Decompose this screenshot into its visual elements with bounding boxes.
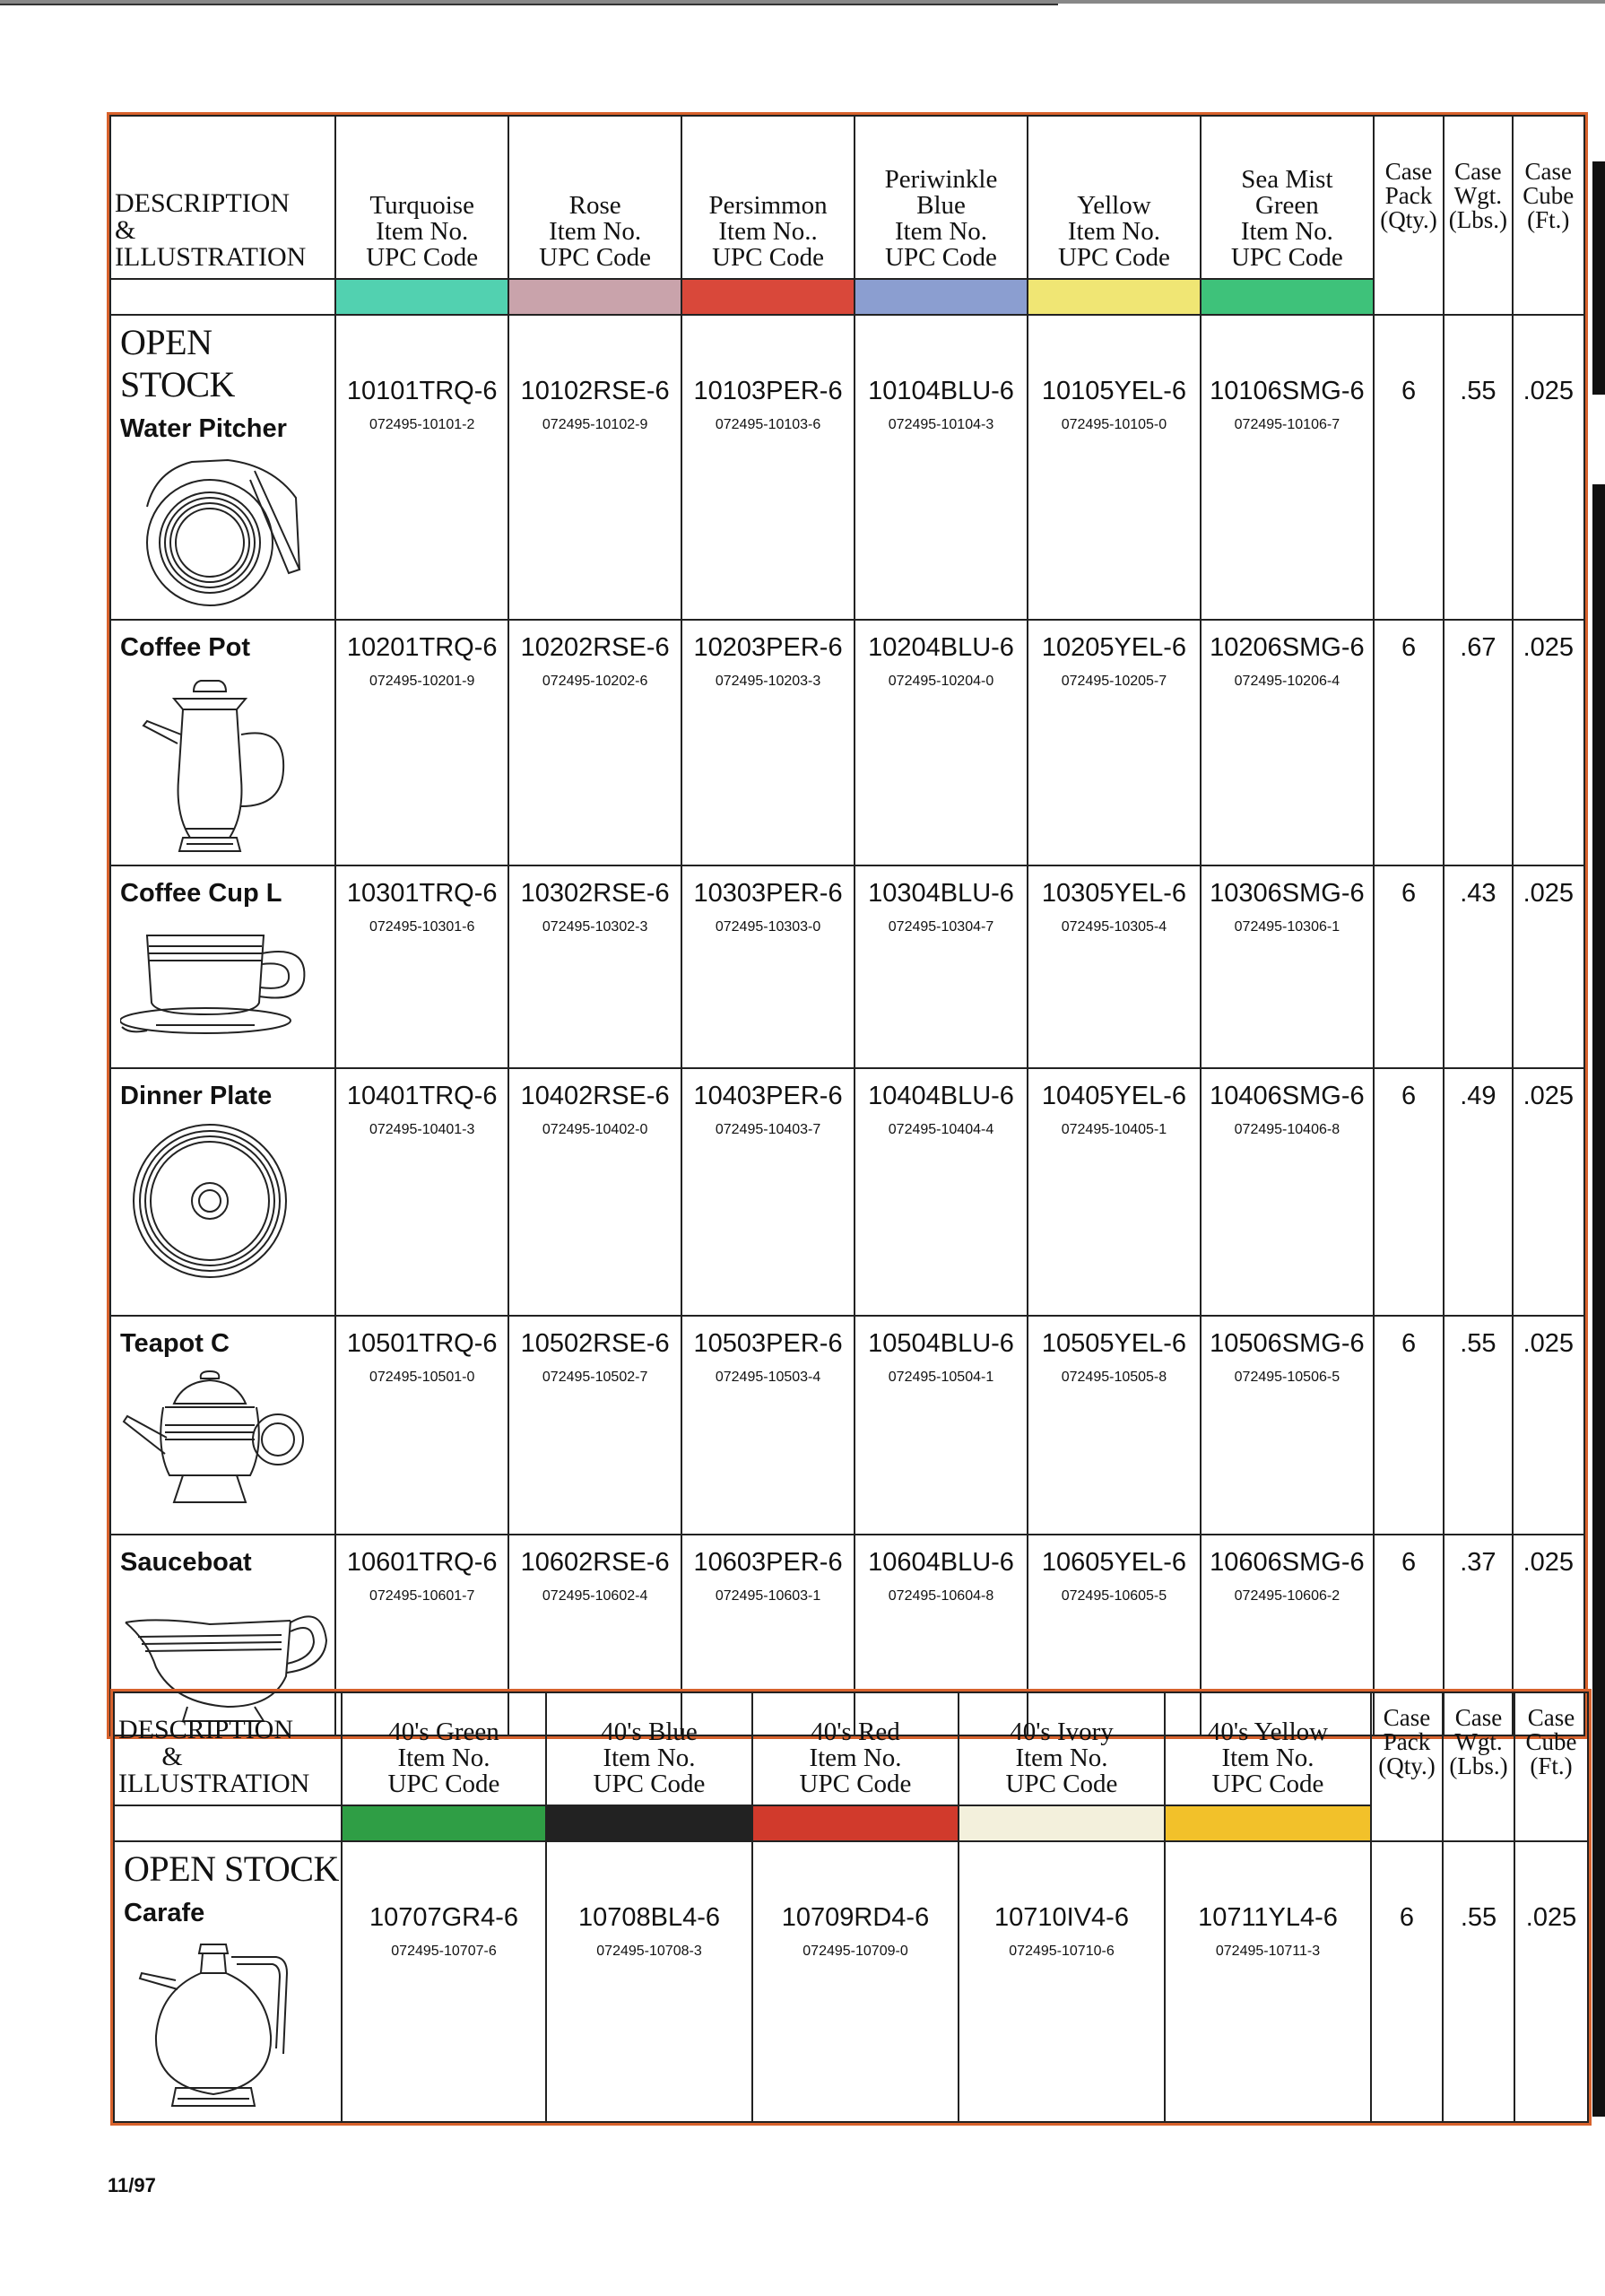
- case-wgt-value-cell: [1444, 865, 1512, 1068]
- upc-code: 072495-10104-3: [888, 417, 994, 432]
- description-cell: [110, 1068, 335, 1316]
- upc-code: 072495-10204-0: [888, 674, 994, 689]
- header-turquoise: Turquoise Item No. UPC Code: [335, 116, 508, 279]
- case-pack-header: Case Pack (Qty.): [1371, 1692, 1443, 1841]
- upc-code: 072495-10203-3: [715, 674, 821, 689]
- case-pack-value: 6: [1401, 1082, 1417, 1110]
- item-number: 10106SMG-6: [1210, 377, 1365, 405]
- item-number: 10709RD4-6: [781, 1903, 930, 1932]
- upc-code: 072495-10707-6: [391, 1944, 497, 1959]
- header-40s-green: 40's Green Item No. UPC Code: [342, 1692, 546, 1805]
- item-cell: [1028, 620, 1201, 865]
- item-cell: [855, 1316, 1028, 1535]
- product-name: Sauceboat: [120, 1548, 252, 1577]
- item-number: 10302RSE-6: [520, 879, 670, 908]
- color-swatch: [509, 280, 681, 314]
- item-number: 10203PER-6: [693, 633, 843, 662]
- item-number: 10301TRQ-6: [346, 879, 498, 908]
- description-header: DESCRIPTION & ILLUSTRATION: [114, 1692, 342, 1805]
- case-cube-value: .025: [1523, 1548, 1575, 1577]
- swatch-periwinkle-blue: [855, 279, 1028, 315]
- header-40s-yellow: 40's Yellow Item No. UPC Code: [1165, 1692, 1371, 1805]
- case-cube-header: Case Cube (Ft.): [1514, 1692, 1588, 1841]
- case-wgt-value-cell: [1444, 1068, 1512, 1316]
- top-rule-dark: [0, 4, 1058, 5]
- case-cube-value-cell: [1514, 1841, 1588, 2122]
- upc-code: 072495-10201-9: [369, 674, 475, 689]
- case-wgt-header: Case Wgt. (Lbs.): [1443, 1692, 1514, 1841]
- case-wgt-value-cell: [1443, 1841, 1514, 2122]
- upc-code: 072495-10606-2: [1234, 1588, 1340, 1604]
- item-cell: [1201, 865, 1374, 1068]
- item-cell: [1165, 1841, 1371, 2122]
- item-number: 10602RSE-6: [520, 1548, 670, 1577]
- item-cell: [335, 1068, 508, 1316]
- swatch-40s-red: [752, 1805, 959, 1841]
- item-number: 10105YEL-6: [1041, 377, 1187, 405]
- swatch-40s-green: [342, 1805, 546, 1841]
- header-row: [110, 116, 1584, 279]
- item-number: 10505YEL-6: [1041, 1329, 1187, 1358]
- item-cell: [1028, 1316, 1201, 1535]
- item-number: 10204BLU-6: [868, 633, 1014, 662]
- case-cube-value: .025: [1523, 879, 1575, 908]
- case-pack-header: Case Pack (Qty.): [1374, 116, 1444, 315]
- color-swatch: [855, 280, 1027, 314]
- item-cell: [855, 1068, 1028, 1316]
- upc-code: 072495-10605-5: [1061, 1588, 1167, 1604]
- page-edge-bar: [1592, 161, 1605, 395]
- item-number: 10503PER-6: [693, 1329, 843, 1358]
- item-cell: [1028, 865, 1201, 1068]
- item-number: 10601TRQ-6: [346, 1548, 498, 1577]
- case-pack-value: 6: [1401, 1548, 1417, 1577]
- item-number: 10504BLU-6: [868, 1329, 1014, 1358]
- upc-code: 072495-10202-6: [542, 674, 648, 689]
- case-pack-value-cell: [1374, 1068, 1444, 1316]
- case-wgt-value-cell: [1444, 315, 1512, 620]
- color-swatch: [1028, 280, 1200, 314]
- upc-code: 072495-10710-6: [1009, 1944, 1115, 1959]
- item-number: 10102RSE-6: [520, 377, 670, 405]
- case-wgt-value: .55: [1460, 377, 1497, 405]
- item-cell: [681, 315, 855, 620]
- description-cell: [110, 315, 335, 620]
- item-cell: [508, 620, 681, 865]
- case-wgt-value-cell: [1444, 1316, 1512, 1535]
- case-cube-value-cell: [1513, 1316, 1584, 1535]
- item-cell: [508, 315, 681, 620]
- product-name: Carafe: [124, 1899, 205, 1927]
- case-wgt-value: .37: [1460, 1548, 1497, 1577]
- item-cell: [1201, 315, 1374, 620]
- swatch-spacer: [114, 1805, 342, 1841]
- case-pack-value: 6: [1399, 1903, 1415, 1932]
- color-swatch: [959, 1806, 1164, 1840]
- swatch-40s-blue: [546, 1805, 752, 1841]
- header-yellow: Yellow Item No. UPC Code: [1028, 116, 1201, 279]
- case-cube-value: .025: [1525, 1903, 1577, 1932]
- upc-code: 072495-10405-1: [1061, 1122, 1167, 1137]
- item-cell: [855, 865, 1028, 1068]
- item-cell: [681, 620, 855, 865]
- product-row: [110, 315, 1584, 620]
- item-cell: [1201, 1068, 1374, 1316]
- page-edge-bar: [1592, 484, 1605, 2117]
- item-number: 10708BL4-6: [577, 1903, 721, 1932]
- case-cube-value: .025: [1523, 1082, 1575, 1110]
- item-cell: [959, 1841, 1165, 2122]
- case-cube-value-cell: [1513, 1068, 1584, 1316]
- upc-code: 072495-10602-4: [542, 1588, 648, 1604]
- item-number: 10711YL4-6: [1198, 1903, 1338, 1932]
- case-wgt-value: .49: [1460, 1082, 1497, 1110]
- item-cell: [681, 1068, 855, 1316]
- upc-code: 072495-10505-8: [1061, 1370, 1167, 1385]
- item-number: 10403PER-6: [693, 1082, 843, 1110]
- item-number: 10205YEL-6: [1041, 633, 1187, 662]
- case-pack-value: 6: [1401, 377, 1417, 405]
- upc-code: 072495-10403-7: [715, 1122, 821, 1137]
- case-pack-value: 6: [1401, 1329, 1417, 1358]
- upc-code: 072495-10603-1: [715, 1588, 821, 1604]
- item-number: 10305YEL-6: [1041, 879, 1187, 908]
- table-body: [114, 1841, 1588, 2122]
- section-title: OPEN STOCK: [124, 1848, 339, 1889]
- item-cell: [335, 315, 508, 620]
- description-cell: [110, 620, 335, 865]
- item-number: 10603PER-6: [693, 1548, 843, 1577]
- water-pitcher-illustration: [120, 453, 334, 619]
- item-number: 10405YEL-6: [1041, 1082, 1187, 1110]
- header-40s-red: 40's Red Item No. UPC Code: [752, 1692, 959, 1805]
- case-pack-value-cell: [1374, 315, 1444, 620]
- product-name: Dinner Plate: [120, 1082, 273, 1110]
- product-name: Teapot C: [120, 1329, 230, 1358]
- upc-code: 072495-10102-9: [542, 417, 648, 432]
- item-cell: [546, 1841, 752, 2122]
- case-pack-value-cell: [1374, 620, 1444, 865]
- item-number: 10101TRQ-6: [346, 377, 498, 405]
- item-number: 10707GR4-6: [369, 1903, 519, 1932]
- color-swatch: [682, 280, 854, 314]
- item-number: 10103PER-6: [693, 377, 843, 405]
- product-row: [110, 865, 1584, 1068]
- product-row: [110, 620, 1584, 865]
- case-pack-value: 6: [1401, 633, 1417, 662]
- swatch-spacer: [110, 279, 335, 315]
- color-swatch: [336, 280, 508, 314]
- section-title: OPEN STOCK: [120, 322, 235, 404]
- item-number: 10104BLU-6: [868, 377, 1014, 405]
- item-number: 10306SMG-6: [1210, 879, 1365, 908]
- color-swatch: [547, 1806, 751, 1840]
- item-number: 10206SMG-6: [1210, 633, 1365, 662]
- case-wgt-value: .55: [1460, 1903, 1497, 1932]
- footer-date: 11/97: [108, 2174, 156, 2196]
- case-pack-value: 6: [1401, 879, 1417, 908]
- table-body: [110, 315, 1584, 1735]
- upc-code: 072495-10501-0: [369, 1370, 475, 1385]
- color-swatch: [753, 1806, 958, 1840]
- color-swatch: [1166, 1806, 1370, 1840]
- swatch-rose: [508, 279, 681, 315]
- item-cell: [335, 865, 508, 1068]
- item-cell: [1201, 1316, 1374, 1535]
- item-number: 10605YEL-6: [1041, 1548, 1187, 1577]
- item-number: 10201TRQ-6: [346, 633, 498, 662]
- color-swatch: [1202, 280, 1373, 314]
- header-40s-blue: 40's Blue Item No. UPC Code: [546, 1692, 752, 1805]
- upc-code: 072495-10406-8: [1234, 1122, 1340, 1137]
- dinner-plate-illustration: [120, 1120, 334, 1286]
- item-cell: [1028, 1068, 1201, 1316]
- header-rose: Rose Item No. UPC Code: [508, 116, 681, 279]
- product-row: [110, 1068, 1584, 1316]
- description-cell: [110, 865, 335, 1068]
- coffee-cup-illustration: [120, 918, 334, 1057]
- upc-code: 072495-10305-4: [1061, 919, 1167, 935]
- item-number: 10406SMG-6: [1210, 1082, 1365, 1110]
- description-cell: [110, 1316, 335, 1535]
- upc-code: 072495-10206-4: [1234, 674, 1340, 689]
- item-cell: [335, 620, 508, 865]
- item-cell: [855, 315, 1028, 620]
- case-cube-value: .025: [1523, 1329, 1575, 1358]
- swatch-turquoise: [335, 279, 508, 315]
- item-cell: [342, 1841, 546, 2122]
- upc-code: 072495-10401-3: [369, 1122, 475, 1137]
- upc-code: 072495-10106-7: [1234, 417, 1340, 432]
- product-name: Water Pitcher: [120, 414, 287, 443]
- case-cube-value: .025: [1523, 633, 1575, 662]
- item-number: 10402RSE-6: [520, 1082, 670, 1110]
- swatch-40s-yellow: [1165, 1805, 1371, 1841]
- header-periwinkle-blue: Periwinkle Blue Item No. UPC Code: [855, 116, 1028, 279]
- upc-code: 072495-10101-2: [369, 417, 475, 432]
- upc-code: 072495-10304-7: [888, 919, 994, 935]
- case-wgt-value: .67: [1460, 633, 1497, 662]
- upc-code: 072495-10306-1: [1234, 919, 1340, 935]
- case-cube-value-cell: [1513, 620, 1584, 865]
- case-wgt-value: .43: [1460, 879, 1497, 908]
- item-number: 10506SMG-6: [1210, 1329, 1365, 1358]
- upc-code: 072495-10709-0: [802, 1944, 908, 1959]
- product-name: Coffee Cup L: [120, 879, 282, 908]
- case-pack-value-cell: [1374, 865, 1444, 1068]
- item-cell: [1201, 620, 1374, 865]
- description-cell: [114, 1841, 342, 2122]
- upc-code: 072495-10205-7: [1061, 674, 1167, 689]
- case-pack-value-cell: [1374, 1316, 1444, 1535]
- item-cell: [335, 1316, 508, 1535]
- coffee-pot-illustration: [120, 672, 334, 865]
- upc-code: 072495-10503-4: [715, 1370, 821, 1385]
- upc-code: 072495-10302-3: [542, 919, 648, 935]
- case-pack-value-cell: [1371, 1841, 1443, 2122]
- item-cell: [1028, 315, 1201, 620]
- swatch-yellow: [1028, 279, 1201, 315]
- description-header: DESCRIPTION & ILLUSTRATION: [110, 116, 335, 279]
- product-name: Coffee Pot: [120, 633, 250, 662]
- upc-code: 072495-10103-6: [715, 417, 821, 432]
- case-wgt-value-cell: [1444, 620, 1512, 865]
- swatch-row: [114, 1805, 1588, 1841]
- swatch-40s-ivory: [959, 1805, 1165, 1841]
- item-number: 10401TRQ-6: [346, 1082, 498, 1110]
- item-number: 10303PER-6: [693, 879, 843, 908]
- product-table-classic: [109, 115, 1585, 1736]
- case-cube-value-cell: [1513, 315, 1584, 620]
- swatch-sea-mist-green: [1201, 279, 1374, 315]
- upc-code: 072495-10301-6: [369, 919, 475, 935]
- item-number: 10502RSE-6: [520, 1329, 670, 1358]
- item-cell: [752, 1841, 959, 2122]
- header-row: [114, 1692, 1588, 1805]
- item-cell: [508, 865, 681, 1068]
- color-swatch: [343, 1806, 545, 1840]
- upc-code: 072495-10708-3: [596, 1944, 702, 1959]
- item-cell: [681, 865, 855, 1068]
- case-cube-value-cell: [1513, 865, 1584, 1068]
- product-row: [110, 1316, 1584, 1535]
- header-sea-mist-green: Sea Mist Green Item No. UPC Code: [1201, 116, 1374, 279]
- item-cell: [681, 1316, 855, 1535]
- upc-code: 072495-10504-1: [888, 1370, 994, 1385]
- product-table-40s: [113, 1692, 1589, 2123]
- teapot-illustration: [120, 1368, 334, 1516]
- upc-code: 072495-10502-7: [542, 1370, 648, 1385]
- case-cube-value: .025: [1523, 377, 1575, 405]
- header-persimmon: Persimmon Item No.. UPC Code: [681, 116, 855, 279]
- item-number: 10404BLU-6: [868, 1082, 1014, 1110]
- case-wgt-header: Case Wgt. (Lbs.): [1444, 116, 1512, 315]
- upc-code: 072495-10604-8: [888, 1588, 994, 1604]
- item-number: 10604BLU-6: [868, 1548, 1014, 1577]
- item-number: 10606SMG-6: [1210, 1548, 1365, 1577]
- header-40s-ivory: 40's Ivory Item No. UPC Code: [959, 1692, 1165, 1805]
- swatch-persimmon: [681, 279, 855, 315]
- item-number: 10501TRQ-6: [346, 1329, 498, 1358]
- upc-code: 072495-10506-5: [1234, 1370, 1340, 1385]
- upc-code: 072495-10402-0: [542, 1122, 648, 1137]
- swatch-row: [110, 279, 1584, 315]
- case-cube-header: Case Cube (Ft.): [1513, 116, 1584, 315]
- item-number: 10710IV4-6: [994, 1903, 1129, 1932]
- item-number: 10202RSE-6: [520, 633, 670, 662]
- upc-code: 072495-10303-0: [715, 919, 821, 935]
- carafe-illustration: [124, 1937, 341, 2121]
- item-number: 10304BLU-6: [868, 879, 1014, 908]
- upc-code: 072495-10711-3: [1215, 1944, 1321, 1959]
- upc-code: 072495-10601-7: [369, 1588, 475, 1604]
- case-wgt-value: .55: [1460, 1329, 1497, 1358]
- item-cell: [508, 1068, 681, 1316]
- upc-code: 072495-10105-0: [1061, 417, 1167, 432]
- item-cell: [855, 620, 1028, 865]
- upc-code: 072495-10404-4: [888, 1122, 994, 1137]
- product-row: [114, 1841, 1588, 2122]
- item-cell: [508, 1316, 681, 1535]
